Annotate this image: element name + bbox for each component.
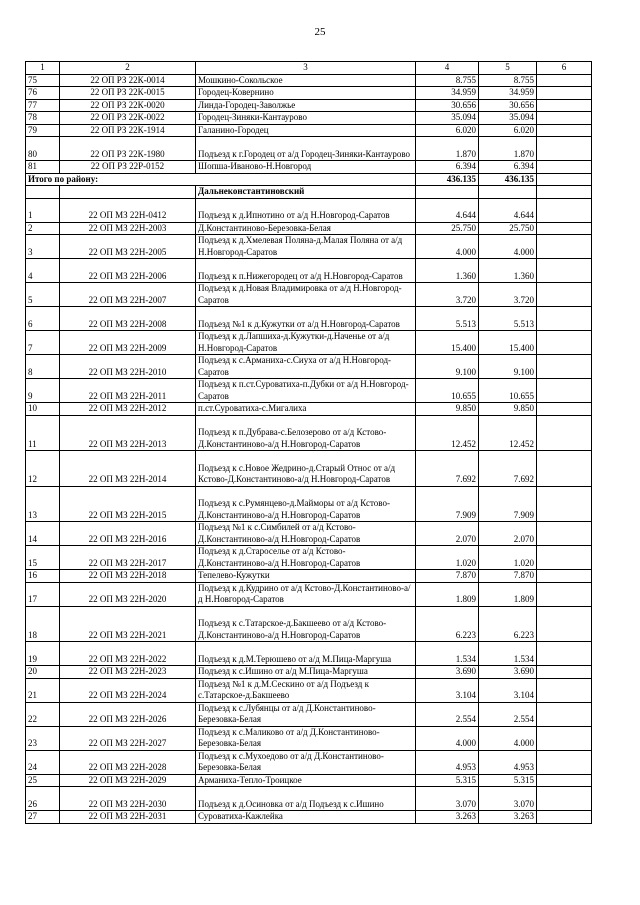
length-value-col4: 3.690 <box>416 666 479 679</box>
length-value-col5: 6.223 <box>479 606 537 642</box>
table-row <box>26 666 592 679</box>
table-row <box>26 235 592 259</box>
row-number: 23 <box>26 726 60 750</box>
road-code: 22 ОП МЗ 22Н-2030 <box>60 787 196 811</box>
road-name: Подъезд №1 к д.М.Сескино от а/д Подъезд к с.Татарское-д.Бакшеево <box>196 678 416 702</box>
road-name: Подъезд №1 к с.Симбилей от а/д Кстово-Д.Константиново-а/д Н.Новгород-Саратов <box>196 522 416 546</box>
road-code: 22 ОП МЗ 22Н-2027 <box>60 726 196 750</box>
length-value-col5: 7.909 <box>479 486 537 522</box>
row-number: 75 <box>26 74 60 87</box>
length-value-col4: 7.870 <box>416 570 479 583</box>
table-row <box>26 331 592 355</box>
length-value-col4: 4.000 <box>416 235 479 259</box>
length-value-col5: 2.554 <box>479 702 537 726</box>
row-number: 8 <box>26 355 60 379</box>
road-code: 22 ОП МЗ 22Н-2005 <box>60 235 196 259</box>
column-header: 6 <box>537 62 592 75</box>
length-value-col4: 2.554 <box>416 702 479 726</box>
empty-cell <box>537 259 592 283</box>
row-number: 6 <box>26 307 60 331</box>
road-name: Суроватиха-Кажлейка <box>196 811 416 824</box>
length-value-col4: 6.223 <box>416 606 479 642</box>
length-value-col5: 1.809 <box>479 582 537 606</box>
length-value-col4: 1.534 <box>416 642 479 666</box>
row-number: 13 <box>26 486 60 522</box>
table-row <box>26 811 592 824</box>
row-number: 14 <box>26 522 60 546</box>
length-value-col4: 3.104 <box>416 678 479 702</box>
road-code: 22 ОП МЗ 22Н-2024 <box>60 678 196 702</box>
road-name: Подъезд к с.Ишино от а/д М.Пица-Маргуша <box>196 666 416 679</box>
row-number: 78 <box>26 112 60 125</box>
table-row <box>26 307 592 331</box>
road-name: Подъезд к с.Мухоедово от а/д Д.Константиново-Березовка-Белая <box>196 750 416 774</box>
empty-cell <box>416 186 479 199</box>
road-code: 22 ОП МЗ 22Н-2017 <box>60 546 196 570</box>
road-code: 22 ОП МЗ 22Н-2029 <box>60 774 196 787</box>
length-value-col4: 6.020 <box>416 124 479 137</box>
table-row <box>26 546 592 570</box>
empty-cell <box>537 570 592 583</box>
column-header: 4 <box>416 62 479 75</box>
empty-cell <box>537 451 592 487</box>
length-value-col4: 8.755 <box>416 74 479 87</box>
empty-cell <box>537 74 592 87</box>
road-code: 22 ОП МЗ 22Н-2010 <box>60 355 196 379</box>
table-row <box>26 750 592 774</box>
length-value-col4: 10.655 <box>416 379 479 403</box>
empty-cell <box>537 403 592 416</box>
table-row <box>26 161 592 174</box>
length-value-col5: 15.400 <box>479 331 537 355</box>
length-value-col5: 9.850 <box>479 403 537 416</box>
length-value-col4: 4.644 <box>416 198 479 222</box>
road-code: 22 ОП МЗ 22Н-2009 <box>60 331 196 355</box>
road-code: 22 ОП РЗ 22К-0020 <box>60 99 196 112</box>
length-value-col4: 5.315 <box>416 774 479 787</box>
row-number: 19 <box>26 642 60 666</box>
road-code: 22 ОП МЗ 22Н-2014 <box>60 451 196 487</box>
length-value-col4: 4.000 <box>416 726 479 750</box>
road-code: 22 ОП МЗ 22Н-2008 <box>60 307 196 331</box>
road-code: 22 ОП МЗ 22Н-2006 <box>60 259 196 283</box>
empty-cell <box>537 415 592 451</box>
road-name: Городец-Ковернино <box>196 87 416 100</box>
row-number: 12 <box>26 451 60 487</box>
road-name: Подъезд к п.Нижегородец от а/д Н.Новгород-Саратов <box>196 259 416 283</box>
empty-cell <box>537 522 592 546</box>
road-code: 22 ОП РЗ 22К-0014 <box>60 74 196 87</box>
length-value-col5: 30.656 <box>479 99 537 112</box>
empty-cell <box>537 173 592 186</box>
length-value-col5: 7.870 <box>479 570 537 583</box>
row-number: 3 <box>26 235 60 259</box>
table-row <box>26 283 592 307</box>
length-value-col5: 3.070 <box>479 787 537 811</box>
length-value-col5: 8.755 <box>479 74 537 87</box>
road-name: Подъезд к с.Маликово от а/д Д.Константиново-Березовка-Белая <box>196 726 416 750</box>
page-number: 25 <box>314 26 326 38</box>
row-number: 24 <box>26 750 60 774</box>
row-number: 25 <box>26 774 60 787</box>
column-header: 2 <box>60 62 196 75</box>
length-value-col5: 34.959 <box>479 87 537 100</box>
length-value-col5: 9.100 <box>479 355 537 379</box>
table-row <box>26 702 592 726</box>
road-code: 22 ОП РЗ 22К-1914 <box>60 124 196 137</box>
length-value-col4: 25.750 <box>416 222 479 235</box>
road-code: 22 ОП РЗ 22К-0015 <box>60 87 196 100</box>
road-code: 22 ОП РЗ 22К-0022 <box>60 112 196 125</box>
row-number: 5 <box>26 283 60 307</box>
length-value-col5: 3.690 <box>479 666 537 679</box>
road-code: 22 ОП МЗ 22Н-2023 <box>60 666 196 679</box>
row-number: 18 <box>26 606 60 642</box>
empty-cell <box>537 486 592 522</box>
road-name: Д.Константиново-Березовка-Белая <box>196 222 416 235</box>
row-number: 80 <box>26 137 60 161</box>
road-code: 22 ОП МЗ 22Н-2011 <box>60 379 196 403</box>
length-value-col4: 3.263 <box>416 811 479 824</box>
length-value-col4: 5.513 <box>416 307 479 331</box>
length-value-col5: 5.513 <box>479 307 537 331</box>
length-value-col4: 1.360 <box>416 259 479 283</box>
empty-cell <box>60 186 196 199</box>
empty-cell <box>537 750 592 774</box>
road-code: 22 ОП РЗ 22Р-0152 <box>60 161 196 174</box>
length-value-col5: 4.000 <box>479 726 537 750</box>
table-row <box>26 582 592 606</box>
table-row <box>26 124 592 137</box>
road-code: 22 ОП МЗ 22Н-2031 <box>60 811 196 824</box>
row-number: 2 <box>26 222 60 235</box>
table-row <box>26 74 592 87</box>
length-value-col4: 1.870 <box>416 137 479 161</box>
row-number: 9 <box>26 379 60 403</box>
length-value-col5: 4.000 <box>479 235 537 259</box>
road-code: 22 ОП МЗ 22Н-2015 <box>60 486 196 522</box>
table-row <box>26 606 592 642</box>
length-value-col5: 12.452 <box>479 415 537 451</box>
row-number: 15 <box>26 546 60 570</box>
table-row <box>26 774 592 787</box>
length-value-col4: 4.953 <box>416 750 479 774</box>
row-number: 81 <box>26 161 60 174</box>
roads-table <box>25 61 592 824</box>
empty-cell <box>537 99 592 112</box>
road-name: Подъезд к с.Арманиха-с.Сиуха от а/д Н.Новгород-Саратов <box>196 355 416 379</box>
road-name: Подъезд к д.Староселье от а/д Кстово-Д.Константиново-а/д Н.Новгород-Саратов <box>196 546 416 570</box>
row-number: 79 <box>26 124 60 137</box>
length-value-col5: 6.020 <box>479 124 537 137</box>
row-number: 77 <box>26 99 60 112</box>
row-number: 11 <box>26 415 60 451</box>
total-value-col5: 436.135 <box>479 173 537 186</box>
length-value-col5: 7.692 <box>479 451 537 487</box>
road-name: Городец-Зиняки-Кантаурово <box>196 112 416 125</box>
road-code: 22 ОП МЗ 22Н-2021 <box>60 606 196 642</box>
column-header: 5 <box>479 62 537 75</box>
length-value-col4: 30.656 <box>416 99 479 112</box>
length-value-col5: 3.263 <box>479 811 537 824</box>
road-code: 22 ОП МЗ 22Н-2028 <box>60 750 196 774</box>
road-name: Подъезд к д.Кудрино от а/д Кстово-Д.Константиново-а/д Н.Новгород-Саратов <box>196 582 416 606</box>
row-number: 10 <box>26 403 60 416</box>
length-value-col4: 2.070 <box>416 522 479 546</box>
road-code: 22 ОП МЗ 22Н-2020 <box>60 582 196 606</box>
empty-cell <box>537 112 592 125</box>
road-code: 22 ОП МЗ 22Н-2012 <box>60 403 196 416</box>
length-value-col4: 35.094 <box>416 112 479 125</box>
empty-cell <box>537 355 592 379</box>
road-name: Подъезд к д.Ипнотино от а/д Н.Новгород-Саратов <box>196 198 416 222</box>
road-code: 22 ОП МЗ 22Н-0412 <box>60 198 196 222</box>
length-value-col4: 1.020 <box>416 546 479 570</box>
road-code: 22 ОП МЗ 22Н-2016 <box>60 522 196 546</box>
length-value-col5: 35.094 <box>479 112 537 125</box>
row-number: 16 <box>26 570 60 583</box>
road-code: 22 ОП МЗ 22Н-2026 <box>60 702 196 726</box>
road-name: Подъезд к д.Хмелевая Поляна-д.Малая Поляна от а/д Н.Новгород-Саратов <box>196 235 416 259</box>
table-row <box>26 87 592 100</box>
length-value-col4: 3.070 <box>416 787 479 811</box>
empty-cell <box>537 87 592 100</box>
length-value-col5: 6.394 <box>479 161 537 174</box>
road-name: Подъезд к п.Дубрава-с.Белозерово от а/д Кстово-Д.Константиново-а/д Н.Новгород-Саратов <box>196 415 416 451</box>
road-code: 22 ОП МЗ 22Н-2022 <box>60 642 196 666</box>
length-value-col4: 15.400 <box>416 331 479 355</box>
empty-cell <box>537 198 592 222</box>
road-name: Арманиха-Тепло-Троицкое <box>196 774 416 787</box>
table-row <box>26 99 592 112</box>
table-row <box>26 522 592 546</box>
empty-cell <box>537 161 592 174</box>
road-name: Подъезд к д.М.Терюшево от а/д М.Пица-Маргуша <box>196 642 416 666</box>
length-value-col4: 12.452 <box>416 415 479 451</box>
road-name: Подъезд к п.ст.Суроватиха-п.Дубки от а/д Н.Новгород-Саратов <box>196 379 416 403</box>
table-row <box>26 570 592 583</box>
table-row <box>26 379 592 403</box>
empty-cell <box>537 283 592 307</box>
length-value-col5: 1.534 <box>479 642 537 666</box>
table-header-row <box>26 62 592 75</box>
empty-cell <box>537 331 592 355</box>
road-name: Подъезд к с.Лубянцы от а/д Д.Константиново-Березовка-Белая <box>196 702 416 726</box>
table-row <box>26 112 592 125</box>
table-row <box>26 642 592 666</box>
road-name: Подъезд к с.Новое Жедрино-д.Старый Относ от а/д Кстово-Д.Константиново-а/д Н.Новгород-Саратов <box>196 451 416 487</box>
column-header: 1 <box>26 62 60 75</box>
empty-cell <box>537 379 592 403</box>
section-title: Дальнеконстантиновский <box>196 186 416 199</box>
empty-cell <box>537 582 592 606</box>
empty-cell <box>537 606 592 642</box>
road-name: Галанино-Городец <box>196 124 416 137</box>
length-value-col4: 7.909 <box>416 486 479 522</box>
road-name: Подъезд к с.Румянцево-д.Майморы от а/д Кстово-Д.Константиново-а/д Н.Новгород-Саратов <box>196 486 416 522</box>
table-row <box>26 355 592 379</box>
table-row <box>26 259 592 283</box>
table-row <box>26 787 592 811</box>
road-code: 22 ОП МЗ 22Н-2003 <box>60 222 196 235</box>
total-value-col4: 436.135 <box>416 173 479 186</box>
length-value-col5: 1.360 <box>479 259 537 283</box>
length-value-col5: 1.870 <box>479 137 537 161</box>
row-number: 21 <box>26 678 60 702</box>
empty-cell <box>537 774 592 787</box>
table-row <box>26 726 592 750</box>
row-number: 17 <box>26 582 60 606</box>
length-value-col5: 1.020 <box>479 546 537 570</box>
length-value-col5: 5.315 <box>479 774 537 787</box>
total-label: Итого по району: <box>26 173 416 186</box>
empty-cell <box>479 186 537 199</box>
row-number: 1 <box>26 198 60 222</box>
empty-cell <box>537 726 592 750</box>
row-number: 76 <box>26 87 60 100</box>
length-value-col4: 6.394 <box>416 161 479 174</box>
empty-cell <box>537 186 592 199</box>
length-value-col4: 9.850 <box>416 403 479 416</box>
length-value-col5: 2.070 <box>479 522 537 546</box>
road-code: 22 ОП МЗ 22Н-2007 <box>60 283 196 307</box>
row-number: 27 <box>26 811 60 824</box>
length-value-col4: 1.809 <box>416 582 479 606</box>
section-row <box>26 186 592 199</box>
length-value-col5: 3.720 <box>479 283 537 307</box>
length-value-col5: 3.104 <box>479 678 537 702</box>
road-name: Мошкино-Сокольское <box>196 74 416 87</box>
table-row <box>26 415 592 451</box>
empty-cell <box>537 222 592 235</box>
row-number: 7 <box>26 331 60 355</box>
road-name: Подъезд к с.Татарское-д.Бакшеево от а/д Кстово-Д.Константиново-а/д Н.Новгород-Саратов <box>196 606 416 642</box>
length-value-col5: 10.655 <box>479 379 537 403</box>
table-row <box>26 451 592 487</box>
table-row <box>26 403 592 416</box>
length-value-col5: 4.644 <box>479 198 537 222</box>
column-header: 3 <box>196 62 416 75</box>
length-value-col4: 9.100 <box>416 355 479 379</box>
road-name: Подъезд к д.Осиновка от а/д Подъезд к с.Ишино <box>196 787 416 811</box>
length-value-col4: 34.959 <box>416 87 479 100</box>
length-value-col4: 7.692 <box>416 451 479 487</box>
row-number: 22 <box>26 702 60 726</box>
length-value-col4: 3.720 <box>416 283 479 307</box>
table-row <box>26 678 592 702</box>
table-row <box>26 137 592 161</box>
empty-cell <box>537 811 592 824</box>
road-name: Шопша-Иваново-Н.Новгород <box>196 161 416 174</box>
empty-cell <box>537 678 592 702</box>
table-row <box>26 198 592 222</box>
row-number: 4 <box>26 259 60 283</box>
empty-cell <box>537 124 592 137</box>
empty-cell <box>537 787 592 811</box>
road-name: Подъезд к д.Лапшиха-д.Кужутки-д.Наченье от а/д Н.Новгород-Саратов <box>196 331 416 355</box>
table-row <box>26 222 592 235</box>
empty-cell <box>537 235 592 259</box>
total-row <box>26 173 592 186</box>
road-name: Тепелево-Кужутки <box>196 570 416 583</box>
road-name: Подъезд к г.Городец от а/д Городец-Зиняки-Кантаурово <box>196 137 416 161</box>
length-value-col5: 25.750 <box>479 222 537 235</box>
road-code: 22 ОП РЗ 22К-1980 <box>60 137 196 161</box>
empty-cell <box>537 546 592 570</box>
empty-cell <box>537 642 592 666</box>
empty-cell <box>26 186 60 199</box>
length-value-col5: 4.953 <box>479 750 537 774</box>
table-row <box>26 486 592 522</box>
road-code: 22 ОП МЗ 22Н-2018 <box>60 570 196 583</box>
empty-cell <box>537 666 592 679</box>
row-number: 26 <box>26 787 60 811</box>
road-name: Подъезд №1 к д.Кужутки от а/д Н.Новгород-Саратов <box>196 307 416 331</box>
empty-cell <box>537 137 592 161</box>
road-name: Подъезд к д.Новая Владимировка от а/д Н.Новгород-Саратов <box>196 283 416 307</box>
empty-cell <box>537 307 592 331</box>
empty-cell <box>537 702 592 726</box>
row-number: 20 <box>26 666 60 679</box>
road-name: п.ст.Суроватиха-с.Мигалиха <box>196 403 416 416</box>
road-code: 22 ОП МЗ 22Н-2013 <box>60 415 196 451</box>
road-name: Линда-Городец-Заволжье <box>196 99 416 112</box>
